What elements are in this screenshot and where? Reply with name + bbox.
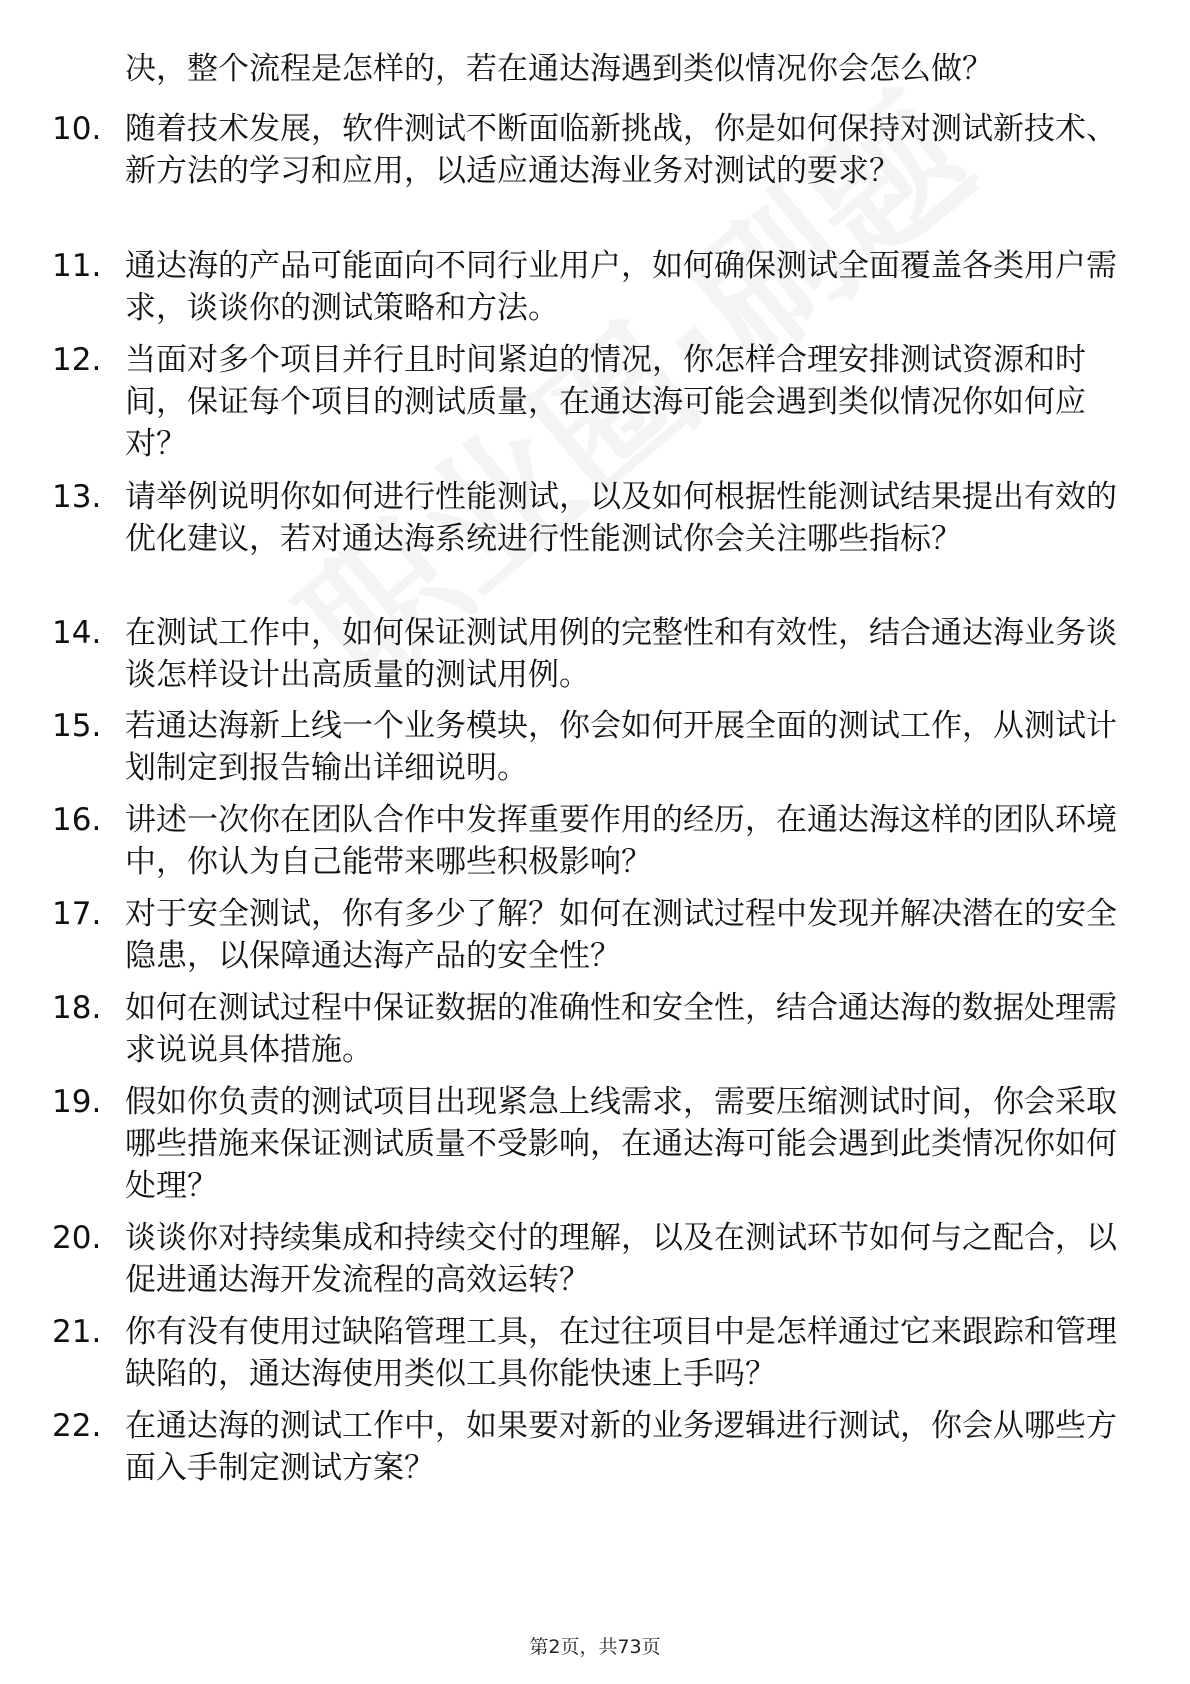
question-item bbox=[52, 476, 1120, 560]
question-number: 22. bbox=[52, 1408, 102, 1444]
question-text: 谈谈你对持续集成和持续交付的理解，以及在测试环节如何与之配合，以促进通达海开发流程的高效运转？ bbox=[125, 1220, 1117, 1298]
question-item bbox=[52, 1217, 1120, 1301]
question-number: 10. bbox=[52, 111, 102, 147]
question-text: 当面对多个项目并行且时间紧迫的情况，你怎样合理安排测试资源和时间，保证每个项目的测试质量，在通达海可能会遇到类似情况你如何应对？ bbox=[125, 342, 1086, 462]
question-item bbox=[52, 1405, 1120, 1489]
question-number: 14. bbox=[52, 615, 102, 651]
question-number: 11. bbox=[52, 248, 102, 284]
question-number: 12. bbox=[52, 342, 102, 378]
question-number: 18. bbox=[52, 990, 102, 1026]
question-number: 13. bbox=[52, 479, 102, 515]
page-footer: 第2页，共73页 bbox=[529, 1636, 661, 1658]
question-item bbox=[52, 987, 1120, 1071]
question-item bbox=[52, 705, 1120, 789]
question-text: 你有没有使用过缺陷管理工具，在过往项目中是怎样通过它来跟踪和管理缺陷的，通达海使用类似工具你能快速上手吗？ bbox=[125, 1314, 1117, 1392]
question-item bbox=[52, 1311, 1120, 1395]
continuation-text: 决，整个流程是怎样的，若在通达海遇到类似情况你会怎么做？ bbox=[125, 51, 993, 87]
question-text: 通达海的产品可能面向不同行业用户，如何确保测试全面覆盖各类用户需求，谈谈你的测试策略和方法。 bbox=[125, 248, 1117, 326]
question-number: 21. bbox=[52, 1314, 102, 1350]
question-number: 20. bbox=[52, 1220, 102, 1256]
question-item bbox=[52, 108, 1120, 192]
question-text: 假如你负责的测试项目出现紧急上线需求，需要压缩测试时间，你会采取哪些措施来保证测试质量不受影响，在通达海可能会遇到此类情况你如何处理？ bbox=[125, 1084, 1117, 1204]
question-item bbox=[52, 339, 1120, 465]
question-text: 讲述一次你在团队合作中发挥重要作用的经历，在通达海这样的团队环境中，你认为自己能带来哪些积极影响？ bbox=[125, 802, 1117, 880]
question-text: 随着技术发展，软件测试不断面临新挑战，你是如何保持对测试新技术、新方法的学习和应用，以适应通达海业务对测试的要求？ bbox=[125, 111, 1117, 189]
question-item bbox=[52, 245, 1120, 329]
question-text: 请举例说明你如何进行性能测试，以及如何根据性能测试结果提出有效的优化建议，若对通达海系统进行性能测试你会关注哪些指标？ bbox=[125, 479, 1117, 557]
question-text: 在通达海的测试工作中，如果要对新的业务逻辑进行测试，你会从哪些方面入手制定测试方案？ bbox=[125, 1408, 1117, 1486]
question-number: 17. bbox=[52, 896, 102, 932]
question-item bbox=[52, 612, 1120, 696]
question-item bbox=[52, 893, 1120, 977]
question-text: 在测试工作中，如何保证测试用例的完整性和有效性，结合通达海业务谈谈怎样设计出高质量的测试用例。 bbox=[125, 615, 1117, 693]
question-text: 如何在测试过程中保证数据的准确性和安全性，结合通达海的数据处理需求说说具体措施。 bbox=[125, 990, 1117, 1068]
question-item bbox=[52, 1081, 1120, 1207]
question-text: 若通达海新上线一个业务模块，你会如何开展全面的测试工作，从测试计划制定到报告输出详细说明。 bbox=[125, 708, 1117, 786]
question-item bbox=[52, 799, 1120, 883]
question-number: 15. bbox=[52, 708, 102, 744]
question-text: 对于安全测试，你有多少了解？如何在测试过程中发现并解决潜在的安全隐患，以保障通达海产品的安全性？ bbox=[125, 896, 1117, 974]
question-number: 19. bbox=[52, 1084, 102, 1120]
question-number: 16. bbox=[52, 802, 102, 838]
